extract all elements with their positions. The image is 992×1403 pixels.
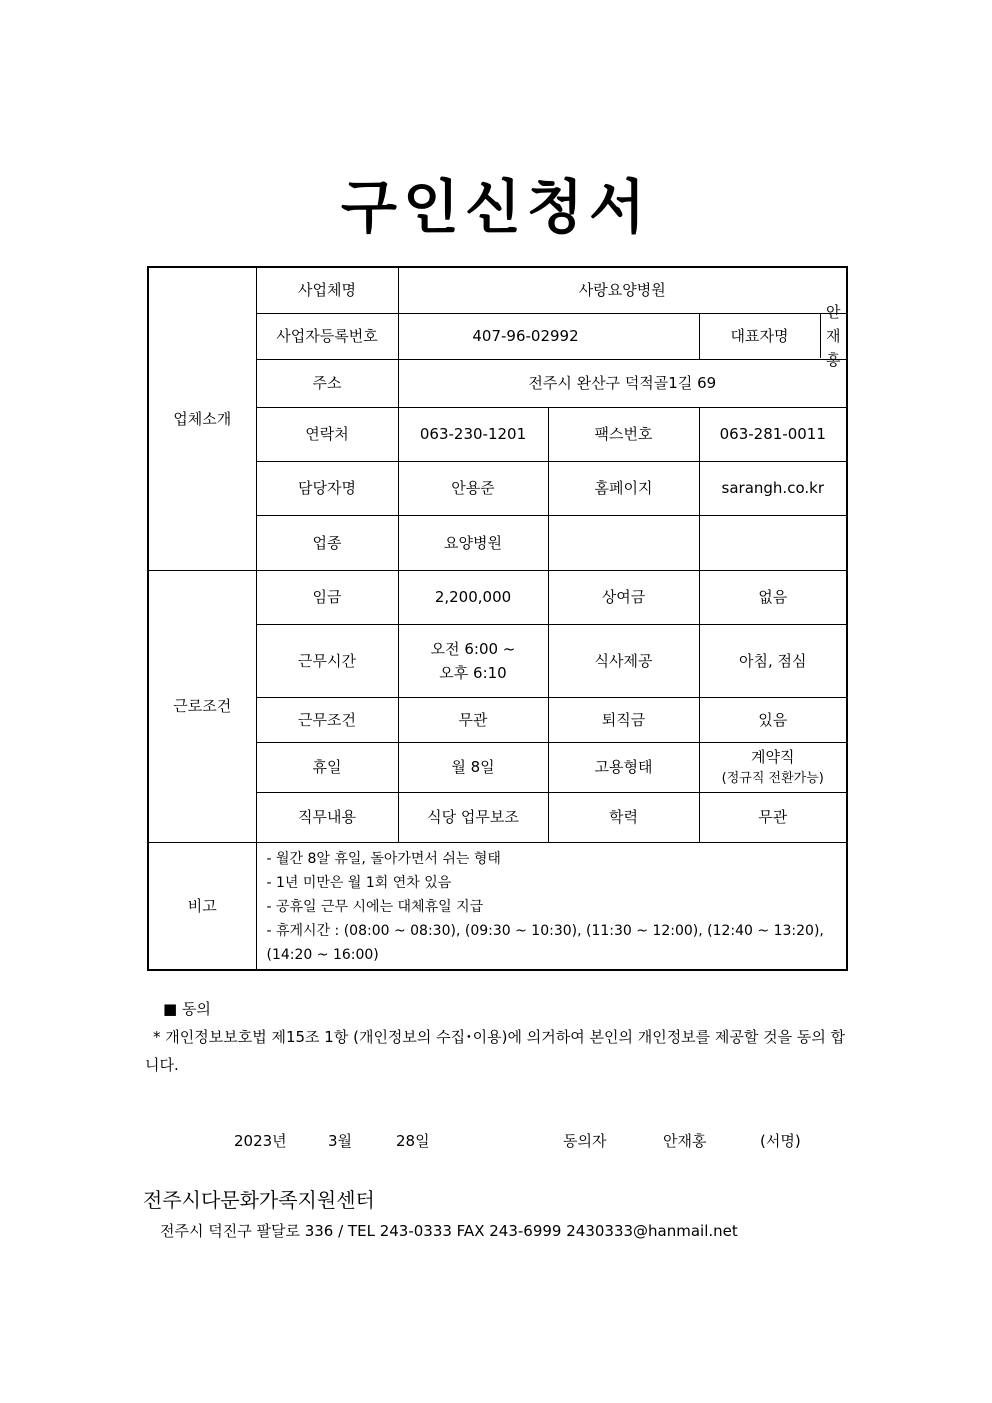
ceo-cell	[699, 303, 847, 369]
meal-label: 식사제공	[548, 624, 699, 697]
employment-type	[699, 742, 847, 792]
section-remarks: 비고	[148, 842, 256, 970]
agreement-heading: ■ 동의	[163, 1000, 211, 1018]
company-name-label: 사업체명	[256, 267, 398, 313]
employment-type-main: 계약직	[751, 748, 795, 766]
work-condition-label: 근무조건	[256, 697, 398, 742]
sign-label: (서명)	[760, 1132, 801, 1150]
industry-label: 업종	[256, 515, 398, 570]
agree-person-name: 안재홍	[663, 1132, 707, 1150]
bonus-label: 상여금	[548, 570, 699, 624]
hours-start: 오전 6:00 ~	[430, 639, 516, 658]
section-conditions: 근로조건	[148, 570, 256, 842]
remark-line: - 공휴일 근무 시에는 대체휴일 지급	[266, 898, 484, 915]
hours-end: 오후 6:10	[439, 663, 507, 682]
fax: 063-281-0011	[699, 407, 847, 461]
homepage: sarangh.co.kr	[699, 461, 847, 515]
fax-label: 팩스번호	[548, 407, 699, 461]
employment-type-note: (정규직 전환가능)	[721, 770, 824, 786]
empty-cell	[699, 515, 847, 570]
center-name: 전주시다문화가족지원센터	[143, 1188, 375, 1212]
phone: 063-230-1201	[398, 407, 548, 461]
company-name: 사랑요양병원	[398, 267, 847, 313]
reg-number: 407-96-02992	[398, 313, 699, 359]
sign-month: 3월	[328, 1132, 353, 1150]
sign-year: 2023년	[234, 1132, 287, 1150]
manager-label: 담당자명	[256, 461, 398, 515]
remark-line: - 월간 8알 휴일, 돌아가면서 쉬는 형태	[266, 850, 501, 867]
education: 무관	[699, 792, 847, 842]
empty-cell	[548, 515, 699, 570]
ceo-name: 안재홍	[826, 303, 841, 369]
phone-label: 연락처	[256, 407, 398, 461]
education-label: 학력	[548, 792, 699, 842]
bonus: 없음	[699, 570, 847, 624]
page-title: 구인신청서	[340, 173, 652, 241]
meal: 아침, 점심	[699, 624, 847, 697]
homepage-label: 홈페이지	[548, 461, 699, 515]
duty-label: 직무내용	[256, 792, 398, 842]
reg-number-label: 사업자등록번호	[256, 313, 398, 359]
agreement	[145, 996, 851, 1079]
sign-day: 28일	[396, 1132, 430, 1150]
holiday-label: 휴일	[256, 742, 398, 792]
remark-line: - 1년 미만은 월 1회 연차 있음	[266, 874, 452, 891]
employment-type-label: 고용형태	[548, 742, 699, 792]
agree-person-label: 동의자	[563, 1132, 607, 1150]
ceo-label: 대표자명	[700, 314, 821, 358]
address-label: 주소	[256, 359, 398, 407]
job-application-table	[147, 266, 848, 971]
industry: 요양병원	[398, 515, 548, 570]
section-company: 업체소개	[148, 267, 256, 570]
hours-label: 근무시간	[256, 624, 398, 697]
address: 전주시 완산구 덕적골1길 69	[398, 359, 847, 407]
wage-label: 임금	[256, 570, 398, 624]
agreement-text: * 개인정보보호법 제15조 1항 (개인정보의 수집･이용)에 의거하여 본인의 개인정보를 제공할 것을 동의 합니다.	[145, 1027, 846, 1074]
holiday: 월 8일	[398, 742, 548, 792]
severance-label: 퇴직금	[548, 697, 699, 742]
hours	[398, 624, 548, 697]
severance: 있음	[699, 697, 847, 742]
manager: 안용준	[398, 461, 548, 515]
duty: 식당 업무보조	[398, 792, 548, 842]
center-info: 전주시 덕진구 팔달로 336 / TEL 243-0333 FAX 243-6999 2430333@hanmail.net	[160, 1222, 738, 1240]
remarks	[256, 842, 847, 970]
work-condition: 무관	[398, 697, 548, 742]
remark-line: - 휴게시간 : (08:00 ~ 08:30), (09:30 ~ 10:30), (11:30 ~ 12:00), (12:40 ~ 13:20), (14:20 ~ 16:00)	[266, 922, 824, 963]
wage: 2,200,000	[398, 570, 548, 624]
